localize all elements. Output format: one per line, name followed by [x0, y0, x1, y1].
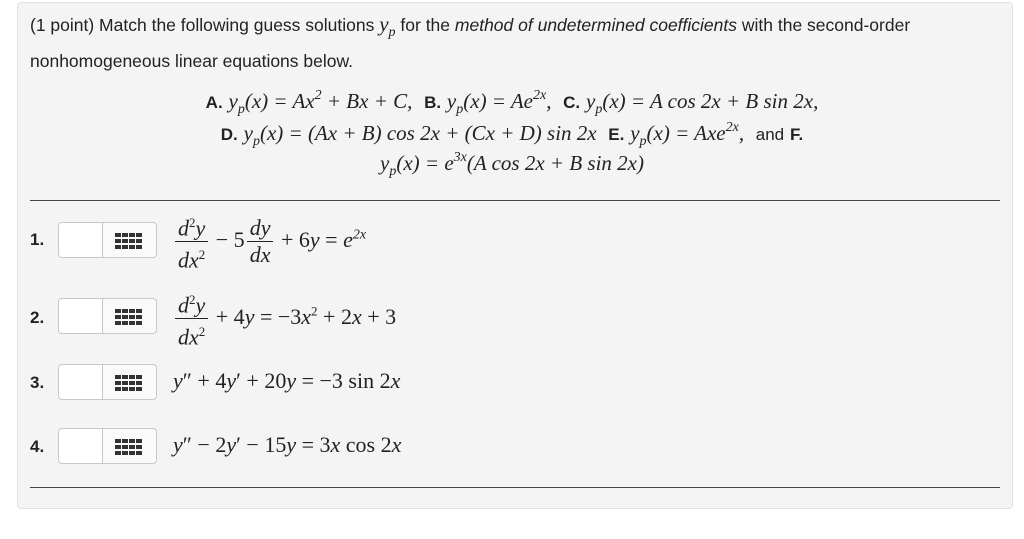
- options-line-3: [0, 150, 1024, 180]
- and-text: and: [755, 125, 785, 144]
- option-c-math: $y_p(x) = A$ cos 2x + B sin 2x,: [586, 89, 819, 117]
- option-e-math: $y_p(x) = Axe^{2x}$,: [630, 120, 745, 149]
- option-a-math: $y_p(x) = Ax^2 + Bx + C$,: [228, 88, 413, 117]
- intro-text-1: (1 point) Match the following guess solutions: [30, 15, 380, 35]
- option-e-label: E.: [608, 125, 625, 144]
- problem-3-dropdown-button[interactable]: [103, 364, 157, 400]
- problem-2-equation: $\frac{d^2y}{dx^2}$ + $4y = -3x^2 + 2x + 3$: [173, 287, 396, 351]
- problem-1-dropdown-button[interactable]: [103, 222, 157, 258]
- grid-menu-icon: [115, 309, 145, 325]
- problem-1-answer-input[interactable]: [58, 222, 103, 258]
- problem-3-equation: y″ + 4y′ + 20y = −3 sin 2x: [173, 368, 401, 393]
- option-f-label: F.: [789, 125, 804, 144]
- problem-4-dropdown-button[interactable]: [103, 428, 157, 464]
- question-panel: [17, 2, 1013, 509]
- option-d-label: D.: [220, 125, 238, 144]
- options-line-2: [0, 120, 1024, 150]
- top-divider: [30, 200, 1000, 201]
- option-b-label: B.: [424, 93, 442, 112]
- problem-1-number: 1.: [30, 230, 45, 249]
- grid-menu-icon: [115, 439, 145, 455]
- problem-3-number: 3.: [30, 373, 45, 392]
- grid-menu-icon: [115, 233, 145, 249]
- option-d-math: $y_p(x) = (Ax + B)$ cos 2x + (Cx + D) sin 2x: [243, 121, 597, 149]
- problem-4-answer-input[interactable]: [58, 428, 103, 464]
- question-intro: [30, 10, 990, 76]
- problem-4-equation: y″ − 2y′ − 15y = 3x cos 2x: [173, 432, 402, 457]
- problem-4-number: 4.: [30, 437, 45, 456]
- intro-text-3: with the second-order nonhomogeneous linear equations below.: [30, 15, 911, 71]
- problem-3-answer-input[interactable]: [58, 364, 103, 400]
- option-c-label: C.: [563, 93, 581, 112]
- options-line-1: [0, 88, 1024, 118]
- intro-text-2: for the: [395, 15, 455, 35]
- problem-1-equation: $\frac{d^2y}{dx^2}$ − 5 $\frac{dy}{dx}$ + $6y = e^{2x}$: [173, 210, 366, 274]
- problem-2-answer-input[interactable]: [58, 298, 103, 334]
- option-b-math: $y_p(x) = Ae^{2x}$,: [446, 88, 552, 117]
- method-name: method of undetermined coefficients: [454, 15, 738, 35]
- problem-2-dropdown-button[interactable]: [103, 298, 157, 334]
- problem-2-number: 2.: [30, 308, 45, 327]
- bottom-divider: [30, 487, 1000, 488]
- option-f-math: $y_p(x) = e^{3x}(A$ cos 2x + B sin 2x): [380, 150, 644, 179]
- grid-menu-icon: [115, 375, 145, 391]
- option-a-label: A.: [205, 93, 223, 112]
- yp-symbol: $y_p$: [379, 12, 396, 40]
